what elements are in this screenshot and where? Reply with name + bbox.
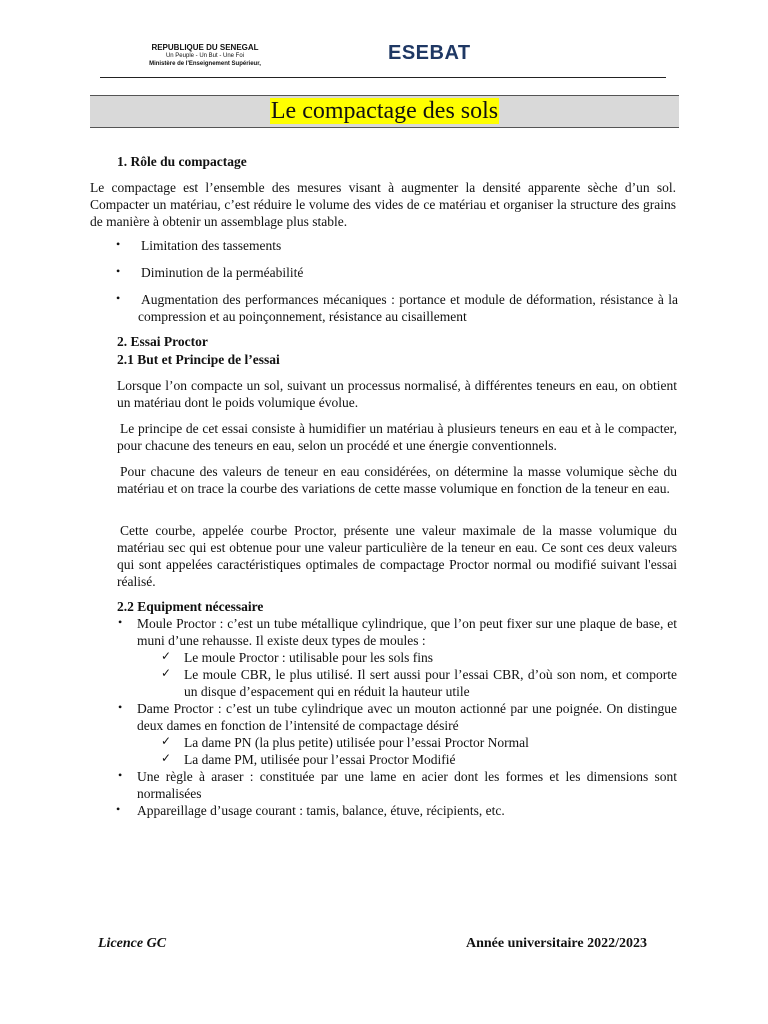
- motto: Un Peuple - Un But - Une Foi: [165, 53, 245, 59]
- sub-list-item: Le moule Proctor : utilisable pour les sols fins: [184, 650, 433, 665]
- institution-header: [140, 44, 270, 68]
- sub-list-item: La dame PM, utilisée pour l’essai Proctor Modifié: [184, 752, 456, 767]
- list-item: Dame Proctor : c’est un tube cylindrique avec un mouton actionné par une poignée. On distingue deux dames en fonction de l’intensité de compactage désiré: [137, 701, 677, 733]
- subsection-2-2-heading: 2.2 Equipment nécessaire: [117, 599, 264, 614]
- list-item: Limitation des tassements: [141, 238, 282, 253]
- paragraph: Cette courbe, appelée courbe Proctor, présente une valeur maximale de la masse volumique du matériau sec qui est obtenue pour une valeur particulière de la teneur en eau. Ce sont ces deux valeurs qui sont appelées caractéristiques optimales de compactage Proctor normal ou modifié suivant l'essai réalisé.: [117, 523, 677, 589]
- bullet-icon: •: [116, 291, 121, 305]
- section-2-heading: 2. Essai Proctor: [117, 334, 208, 349]
- bullet-icon: •: [118, 768, 123, 782]
- section-1-paragraph: Le compactage est l’ensemble des mesures visant à augmenter la densité apparente sèche d’un sol. Compacter un matériau, c’est réduire le volume des vides de ce matériau et organiser la structure des grains de manière à obtenir un assemblage plus stable.: [90, 180, 676, 229]
- list-item: Une règle à araser : constituée par une lame en acier dont les formes et les dimensions sont normalisées: [137, 769, 677, 801]
- subsection-2-1-heading: 2.1 But et Principe de l’essai: [117, 352, 280, 367]
- header-divider: [100, 77, 666, 78]
- republic-name: REPUBLIQUE DU SENEGAL: [151, 43, 259, 52]
- bullet-icon: •: [116, 264, 121, 278]
- paragraph: Pour chacune des valeurs de teneur en eau considérées, on détermine la masse volumique sèche du matériau et on trace la courbe des variations de cette masse volumique en fonction de la teneur en eau.: [117, 464, 677, 496]
- list-item: Diminution de la perméabilité: [141, 265, 304, 280]
- bullet-icon: •: [116, 802, 121, 816]
- bullet-icon: •: [116, 237, 121, 251]
- ministry-name: Ministère de l'Enseignement Supérieur,: [149, 61, 261, 67]
- bullet-icon: •: [118, 700, 123, 714]
- checkmark-icon: ✓: [161, 666, 172, 680]
- school-brand: ESEBAT: [388, 42, 471, 64]
- list-item: Appareillage d’usage courant : tamis, balance, étuve, récipients, etc.: [137, 803, 505, 818]
- bullet-icon: •: [118, 615, 123, 629]
- sub-list-item: La dame PN (la plus petite) utilisée pour l’essai Proctor Normal: [184, 735, 529, 750]
- checkmark-icon: ✓: [161, 649, 172, 663]
- sub-list-item: Le moule CBR, le plus utilisé. Il sert aussi pour l’essai CBR, d’où son nom, et comporte un disque d’espacement qui en réduit la hauteur utile: [184, 667, 677, 699]
- checkmark-icon: ✓: [161, 734, 172, 748]
- document-title: Le compactage des sols: [270, 98, 499, 124]
- list-item: Augmentation des performances mécaniques : portance et module de déformation, résistance à la compression et au poinçonnement, résistance au cisaillement: [138, 292, 678, 324]
- checkmark-icon: ✓: [161, 751, 172, 765]
- footer-academic-year: Année universitaire 2022/2023: [466, 936, 647, 951]
- paragraph: Lorsque l’on compacte un sol, suivant un processus normalisé, à différentes teneurs en eau, on obtient un matériau dont le poids volumique évolue.: [117, 378, 677, 410]
- footer-program: Licence GC: [98, 936, 167, 951]
- section-1-heading: 1. Rôle du compactage: [117, 154, 247, 169]
- list-item: Moule Proctor : c’est un tube métallique cylindrique, que l’on peut fixer sur une plaque de base, et muni d’une rehausse. Il existe deux types de moules :: [137, 616, 677, 648]
- paragraph: Le principe de cet essai consiste à humidifier un matériau à plusieurs teneurs en eau et à le compacter, pour chacune des teneurs en eau, selon un procédé et une énergie conventionnels.: [117, 421, 677, 453]
- title-bar: [90, 95, 679, 128]
